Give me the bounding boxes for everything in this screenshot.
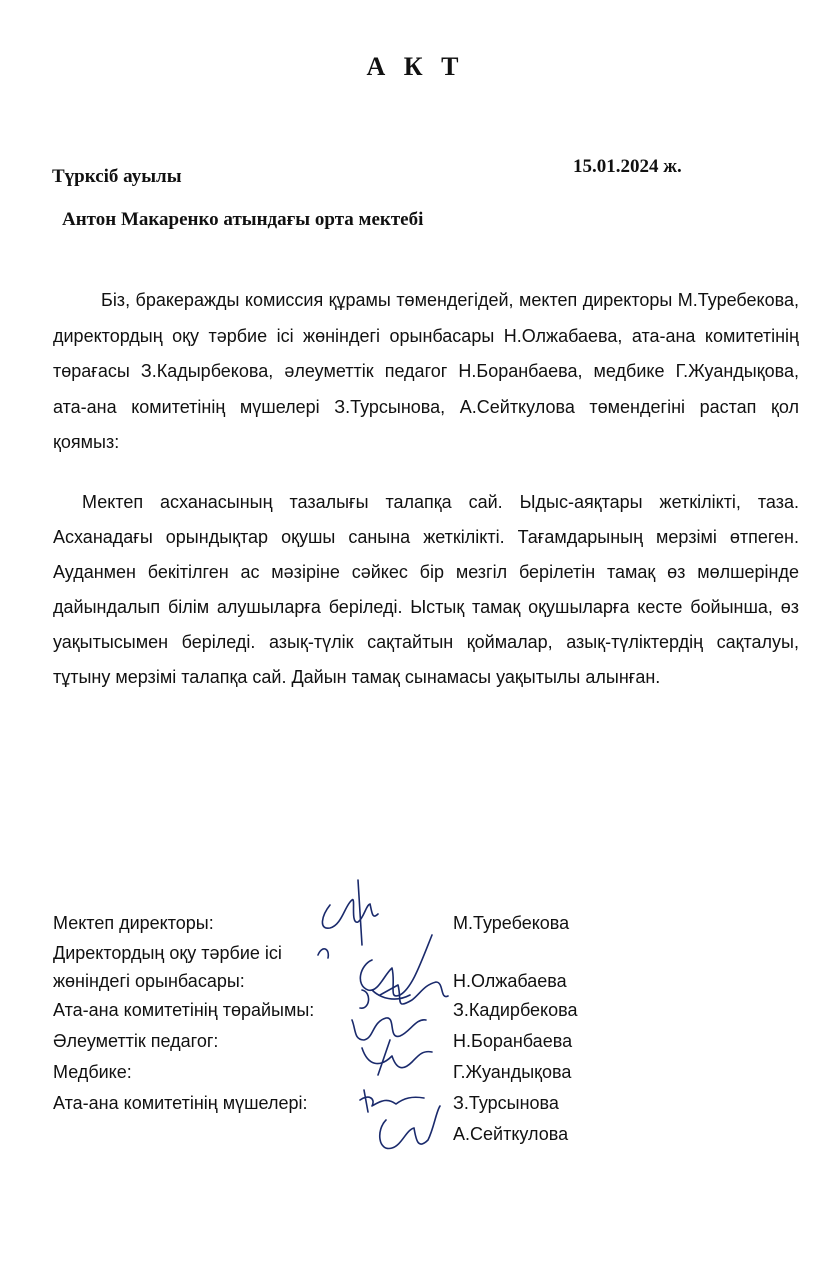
signature-row <box>53 1088 613 1119</box>
signatory-role: Мектеп директоры: <box>53 913 214 933</box>
commission-paragraph: Біз, бракеражды комиссия құрамы төмендегідей, мектеп директоры М.Туребекова, директордың оқу тәрбие ісі жөніндегі орынбасары Н.Олжабаева, ата-ана комитетінің төрағасы З.Кадырбекова, әлеуметтік педагог Н.Боранбаева, медбике Г.Жуандықова, ата-ана комитетінің мүшелері З.Турсынова, А.Сейткулова төмендегіні растап қол қоямыз: <box>53 290 799 452</box>
document-date: 15.01.2024 ж. <box>573 156 682 177</box>
findings-paragraph: Мектеп асханасының тазалығы талапқа сай. Ыдыс-аяқтары жеткілікті, таза. Асханадағы орындықтар оқушы санына жеткілікті. Тағамдарының мерзімі өтпеген. Ауданмен бекітілген ас мәзіріне сәйкес бір мезгіл берілетін тамақ өз мөлшерінде дайындалып білім алушыларға беріледі. Ыстық тамақ оқушыларға кесте бойынша, өз уақытысымен беріледі. азық-түлік сақтайтын қоймалар, азық-түліктердің сақталуы, тұтыну мерзімі талапқа сай. Дайын тамақ сынамасы уақытылы алынған. <box>53 492 799 687</box>
signature-row <box>53 1057 613 1088</box>
signature-row <box>53 1119 613 1150</box>
signatory-name: М.Туребекова <box>453 913 570 933</box>
signature-block <box>53 908 613 1150</box>
signatory-name: Г.Жуандықова <box>453 1062 572 1082</box>
document-title: А К Т <box>366 52 465 81</box>
signatory-name: З.Кадирбекова <box>453 1000 578 1020</box>
signatory-name: Н.Боранбаева <box>453 1031 573 1051</box>
signature-row <box>53 1026 613 1057</box>
signatory-role: Ата-ана комитетінің мүшелері: <box>53 1093 308 1113</box>
signatory-name: Н.Олжабаева <box>453 971 567 991</box>
signatory-name: А.Сейткулова <box>453 1124 569 1144</box>
signature-row <box>53 939 613 967</box>
signature-row <box>53 908 613 939</box>
signatory-role: Медбике: <box>53 1062 132 1082</box>
signatory-role: жөніндегі орынбасары: <box>53 971 245 991</box>
signature-row <box>53 967 613 995</box>
signatory-name: З.Турсынова <box>453 1093 559 1113</box>
signature-row <box>53 995 613 1026</box>
signatory-role: Ата-ана комитетінің төрайымы: <box>53 1000 315 1020</box>
signatory-role: Директордың оқу тәрбие ісі <box>53 943 282 963</box>
village-name: Түрксіб ауылы <box>52 166 182 187</box>
school-name: Антон Макаренко атындағы орта мектебі <box>62 209 424 230</box>
signatory-role: Әлеуметтік педагог: <box>53 1031 219 1051</box>
